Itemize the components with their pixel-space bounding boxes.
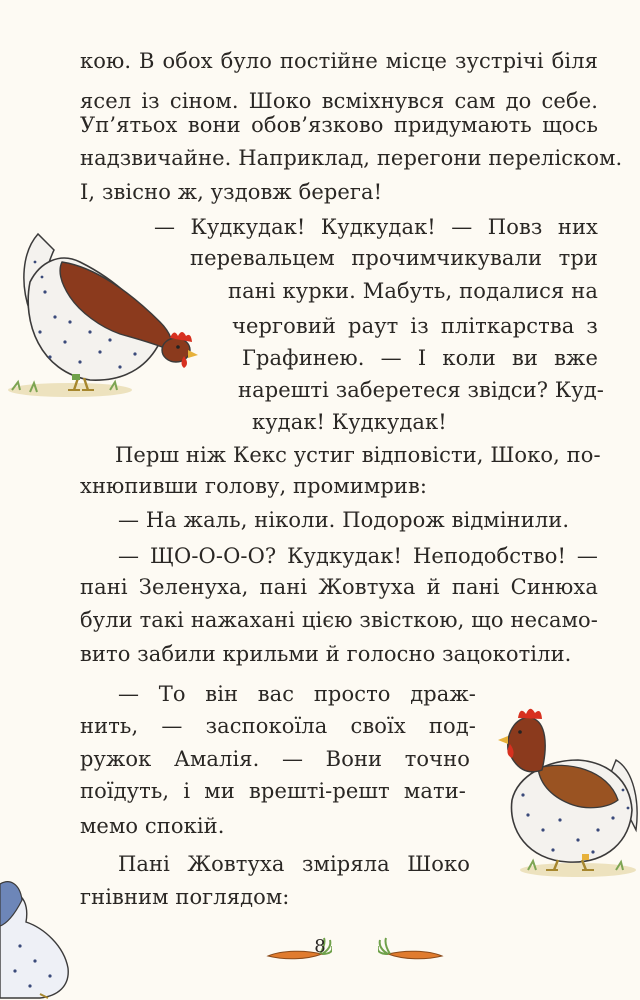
- hen-illustration-left: [0, 222, 210, 407]
- text-line: надзвичайне. Наприклад, перегони переліском.: [80, 146, 623, 170]
- hen-illustration-right: [498, 690, 640, 890]
- text-line: вито забили крильми й голосно зацокотіли.: [80, 642, 572, 666]
- carrot-ornament-right: [378, 932, 448, 966]
- text-line: кудак! Кудкудак!: [252, 410, 447, 434]
- text-line: — Кудкудак! Кудкудак! — Повз них: [154, 215, 598, 239]
- text-line: Пані Жовтуха зміряла Шоко: [118, 852, 470, 876]
- text-line: хнюпивши голову, промимрив:: [80, 474, 428, 498]
- text-line: І, звісно ж, уздовж берега!: [80, 180, 383, 204]
- text-line: ясел із сіном. Шоко всміхнувся сам до себе.: [80, 89, 598, 113]
- text-line: черговий раут із пліткарства з: [232, 314, 598, 338]
- text-line: були такі нажахані цією звісткою, що несамо-: [80, 608, 598, 632]
- text-line: пані Зеленуха, пані Жовтуха й пані Синюха: [80, 575, 598, 599]
- page-number: 8: [314, 936, 326, 957]
- text-line: ружок Амалія. — Вони точно: [80, 747, 470, 771]
- text-line: перевальцем прочимчикували три: [190, 246, 598, 270]
- text-line: гнівним поглядом:: [80, 885, 290, 909]
- text-line: — ЩО-О-О-О? Кудкудак! Неподобство! —: [118, 544, 598, 568]
- text-line: Уп’ятьох вони обов’язково придумають щось: [80, 113, 598, 137]
- text-line: пані курки. Мабуть, подалися на: [228, 279, 598, 303]
- text-line: кою. В обох було постійне місце зустрічі біля: [80, 49, 598, 73]
- text-line: поїдуть, і ми врешті-решт мати-: [80, 779, 466, 803]
- text-line: Графинею. — І коли ви вже: [242, 346, 598, 370]
- text-line: — То він вас просто драж-: [118, 682, 476, 706]
- text-line: — На жаль, ніколи. Подорож відмінили.: [118, 508, 570, 532]
- text-line: нарешті заберетеся звідси? Куд-: [238, 378, 604, 402]
- text-line: Перш ніж Кекс устиг відповісти, Шоко, по-: [115, 443, 601, 467]
- text-line: нить, — заспокоїла своїх под-: [80, 714, 476, 738]
- text-line: мемо спокій.: [80, 814, 225, 838]
